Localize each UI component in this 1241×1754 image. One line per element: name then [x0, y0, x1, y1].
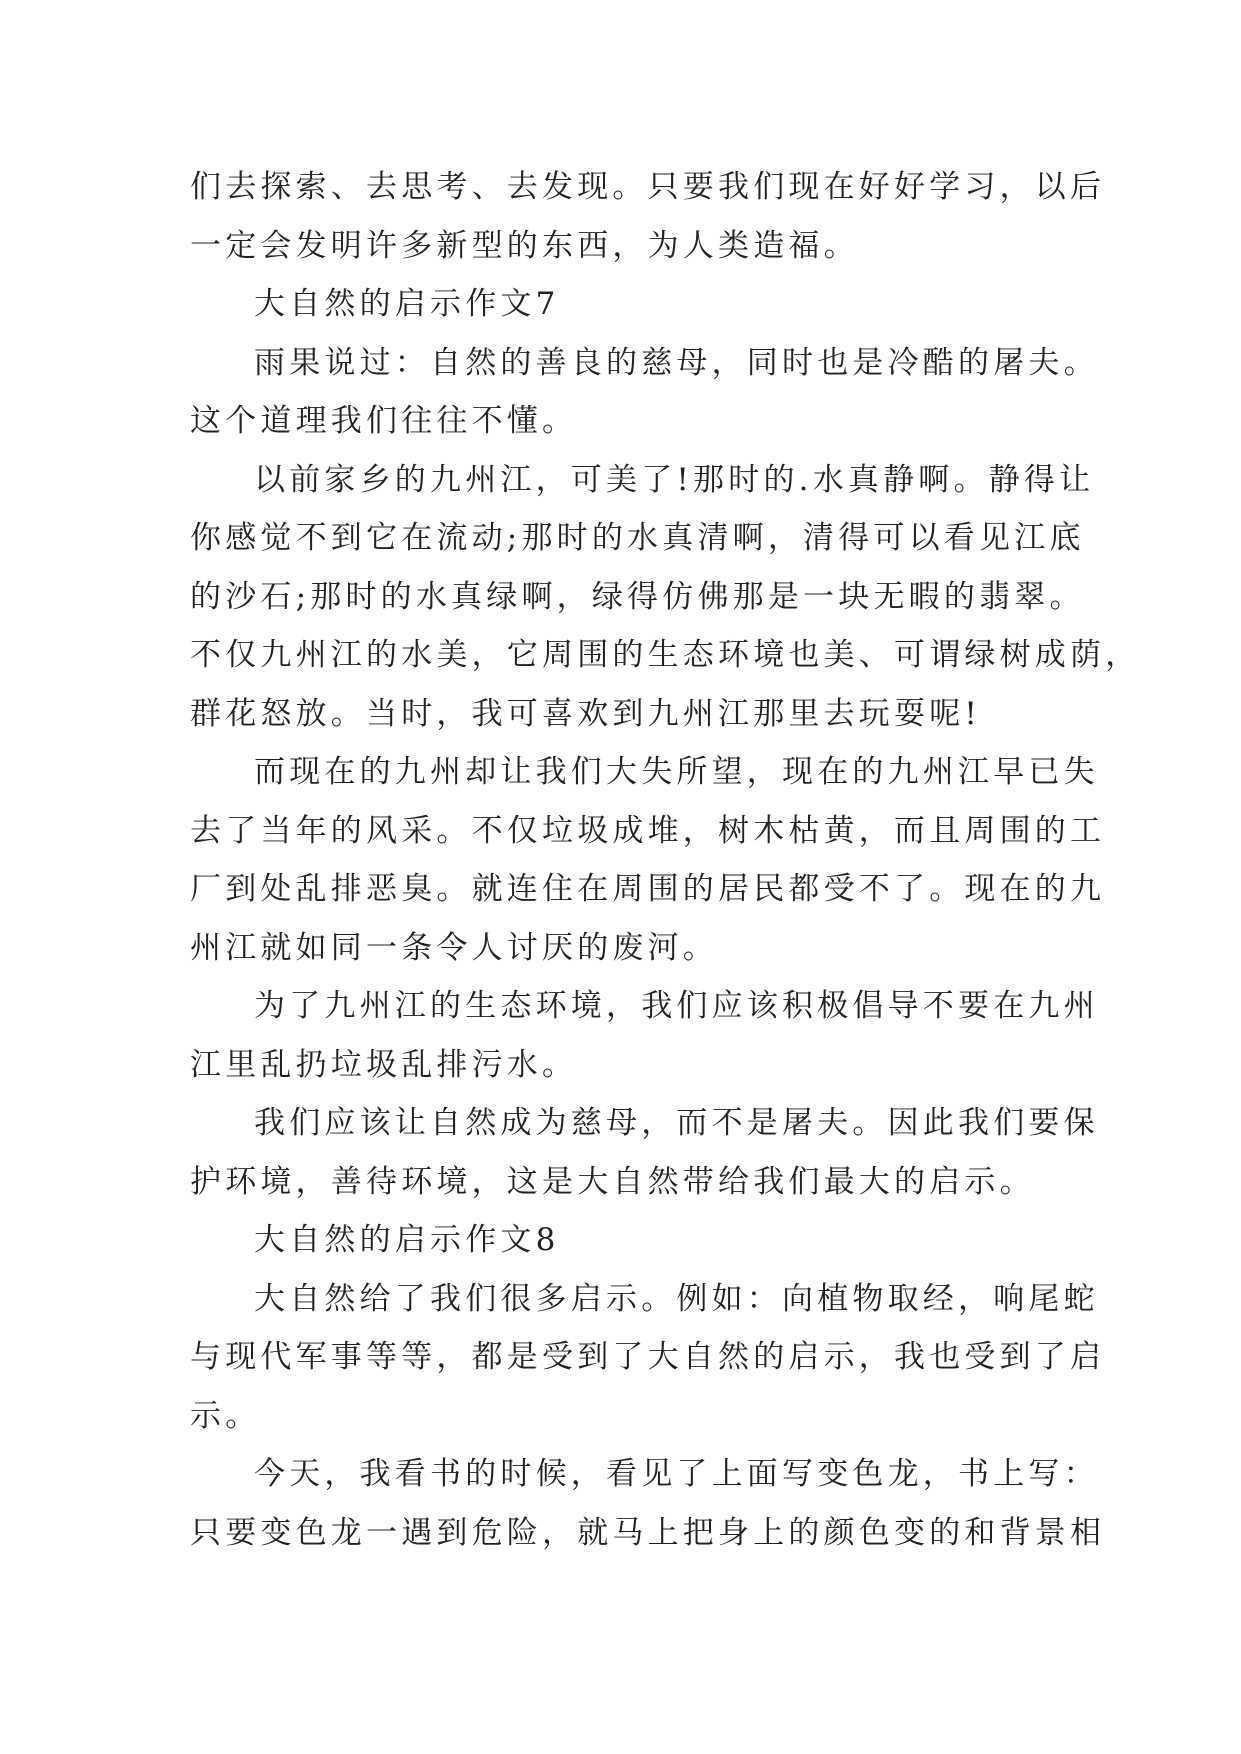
text-line: 的沙石;那时的水真绿啊，绿得仿佛那是一块无暇的翡翠。 [190, 578, 1085, 615]
text-line: 护环境，善待环境，这是大自然带给我们最大的启示。 [190, 1163, 1035, 1200]
text-line: 一定会发明许多新型的东西，为人类造福。 [190, 227, 859, 264]
text-line: 今天，我看书的时候，看见了上面写变色龙，书上写： [254, 1456, 1099, 1492]
text-line: 而现在的九州却让我们大失所望，现在的九州江早已失 [254, 754, 1099, 790]
text-line: 厂到处乱排恶臭。就连住在周围的居民都受不了。现在的九 [190, 871, 1106, 907]
text-line: 为了九州江的生态环境，我们应该积极倡导不要在九州 [254, 988, 1099, 1024]
text-line: 与现代军事等等，都是受到了大自然的启示，我也受到了启 [190, 1339, 1106, 1375]
text-line: 州江就如同一条令人讨厌的废河。 [190, 929, 718, 966]
text-line: 雨果说过：自然的善良的慈母，同时也是冷酷的屠夫。 [254, 344, 1099, 381]
text-line: 江里乱扔垃圾乱排污水。 [190, 1046, 578, 1083]
document-body [190, 158, 1141, 1562]
text-line: 们去探索、去思考、去发现。只要我们现在好好学习，以后 [190, 169, 1106, 205]
text-line: 群花怒放。当时，我可喜欢到九州江那里去玩耍呢! [190, 695, 982, 732]
text-line: 以前家乡的九州江，可美了!那时的.水真静啊。静得让 [254, 461, 1095, 498]
section-heading: 大自然的启示作文8 [254, 1222, 560, 1258]
text-line: 大自然给了我们很多启示。例如：向植物取经，响尾蛇 [254, 1280, 1099, 1317]
text-line: 去了当年的风采。不仅垃圾成堆，树木枯黄，而且周围的工 [190, 812, 1106, 849]
text-line: 你感觉不到它在流动;那时的水真清啊，清得可以看见江底 [190, 520, 1085, 556]
text-line: 这个道理我们往往不懂。 [190, 403, 578, 439]
text-line: 我们应该让自然成为慈母，而不是屠夫。因此我们要保 [254, 1105, 1099, 1141]
section-heading: 大自然的启示作文7 [254, 286, 560, 322]
text-line: 不仅九州江的水美，它周围的生态环境也美、可谓绿树成荫， [190, 637, 1141, 673]
text-line: 示。 [190, 1397, 261, 1434]
text-line: 只要变色龙一遇到危险，就马上把身上的颜色变的和背景相 [190, 1514, 1106, 1551]
